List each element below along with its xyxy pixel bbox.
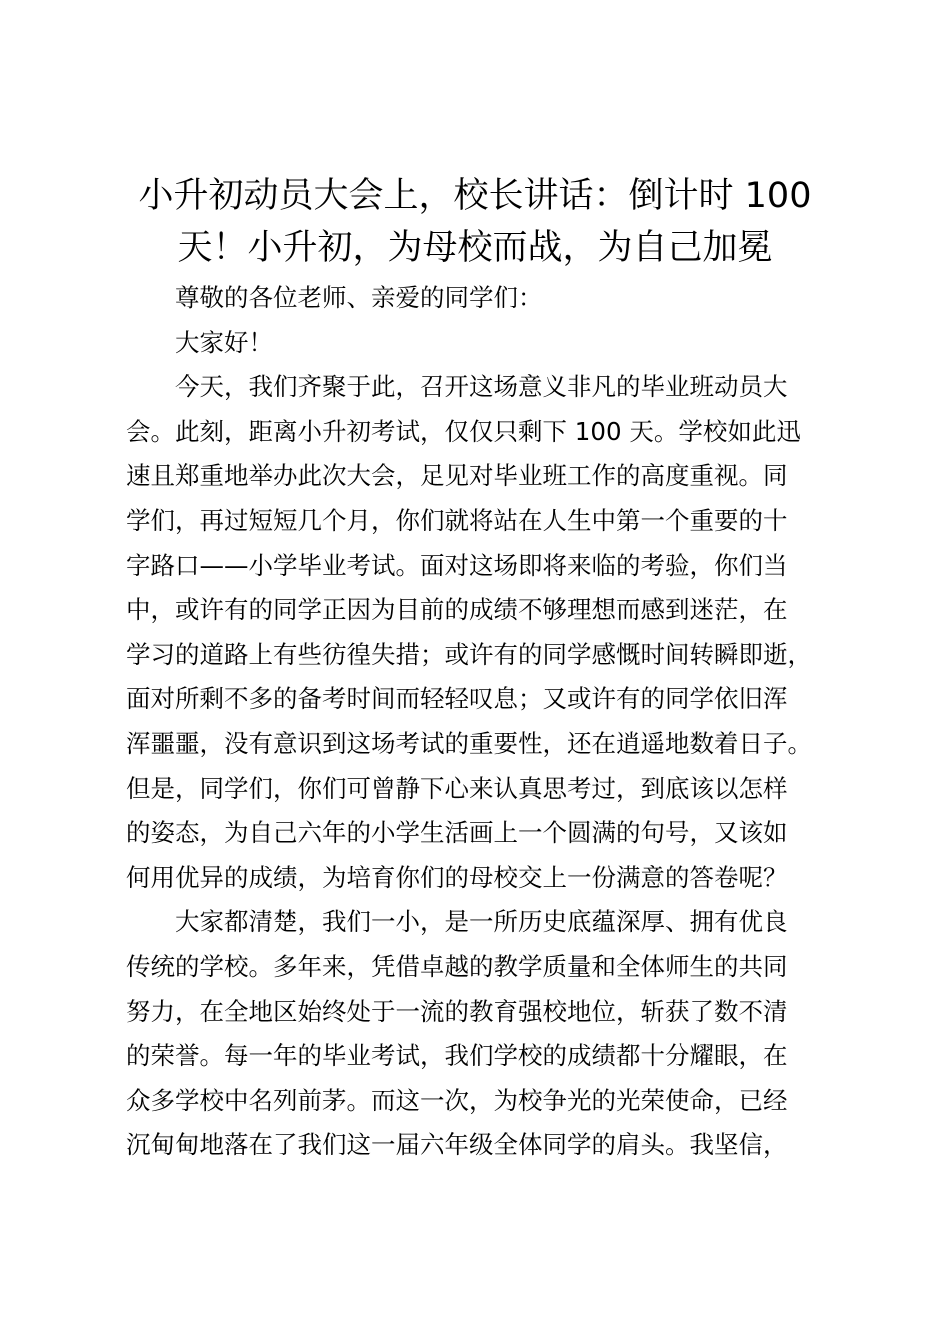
paragraph-line: 努力，在全地区始终处于一流的教育强校地位，斩获了数不清	[126, 996, 788, 1026]
paragraph-line: 中，或许有的同学正因为目前的成绩不够理想而感到迷茫，在	[126, 595, 788, 625]
document-body	[126, 276, 841, 1168]
title-line: 天！小升初，为母校而战，为自己加冕	[177, 228, 773, 268]
paragraph-line: 浑噩噩，没有意识到这场考试的重要性，还在逍遥地数着日子。	[126, 728, 812, 758]
paragraph-line: 字路口——小学毕业考试。面对这场即将来临的考验，你们当	[126, 550, 788, 580]
paragraph-line: 今天，我们齐聚于此，召开这场意义非凡的毕业班动员大	[175, 372, 788, 402]
paragraph-line: 的姿态，为自己六年的小学生活画上一个圆满的句号，又该如	[126, 818, 788, 848]
paragraph-1	[126, 365, 841, 900]
document-title	[110, 170, 840, 274]
paragraph-line: 尊敬的各位老师、亲爱的同学们：	[175, 283, 543, 312]
greeting	[126, 321, 841, 366]
paragraph-line: 但是，同学们，你们可曾静下心来认真思考过，到底该以怎样	[126, 773, 788, 803]
salutation	[126, 276, 841, 321]
paragraph-line: 何用优异的成绩，为培育你们的母校交上一份满意的答卷呢？	[126, 862, 788, 892]
paragraph-line: 大家都清楚，我们一小，是一所历史底蕴深厚、拥有优良	[175, 907, 788, 937]
title-line: 小升初动员大会上，校长讲话：倒计时 100	[138, 176, 812, 216]
paragraph-line: 速且郑重地举办此次大会，足见对毕业班工作的高度重视。同	[126, 461, 788, 491]
paragraph-line: 的荣誉。每一年的毕业考试，我们学校的成绩都十分耀眼，在	[126, 1041, 788, 1071]
paragraph-line: 众多学校中名列前茅。而这一次，为校争光的光荣使命，已经	[126, 1085, 788, 1115]
paragraph-line: 传统的学校。多年来，凭借卓越的教学质量和全体师生的共同	[126, 951, 788, 981]
paragraph-line: 沉甸甸地落在了我们这一届六年级全体同学的肩头。我坚信，	[126, 1130, 788, 1160]
paragraph-line: 面对所剩不多的备考时间而轻轻叹息；又或许有的同学依旧浑	[126, 684, 788, 714]
paragraph-line: 会。此刻，距离小升初考试，仅仅只剩下 100 天。学校如此迅	[126, 416, 801, 446]
paragraph-2	[126, 900, 841, 1168]
paragraph-line: 学们，再过短短几个月，你们就将站在人生中第一个重要的十	[126, 505, 788, 535]
paragraph-line: 大家好！	[175, 327, 273, 357]
paragraph-line: 学习的道路上有些彷徨失措；或许有的同学感慨时间转瞬即逝，	[126, 639, 812, 669]
